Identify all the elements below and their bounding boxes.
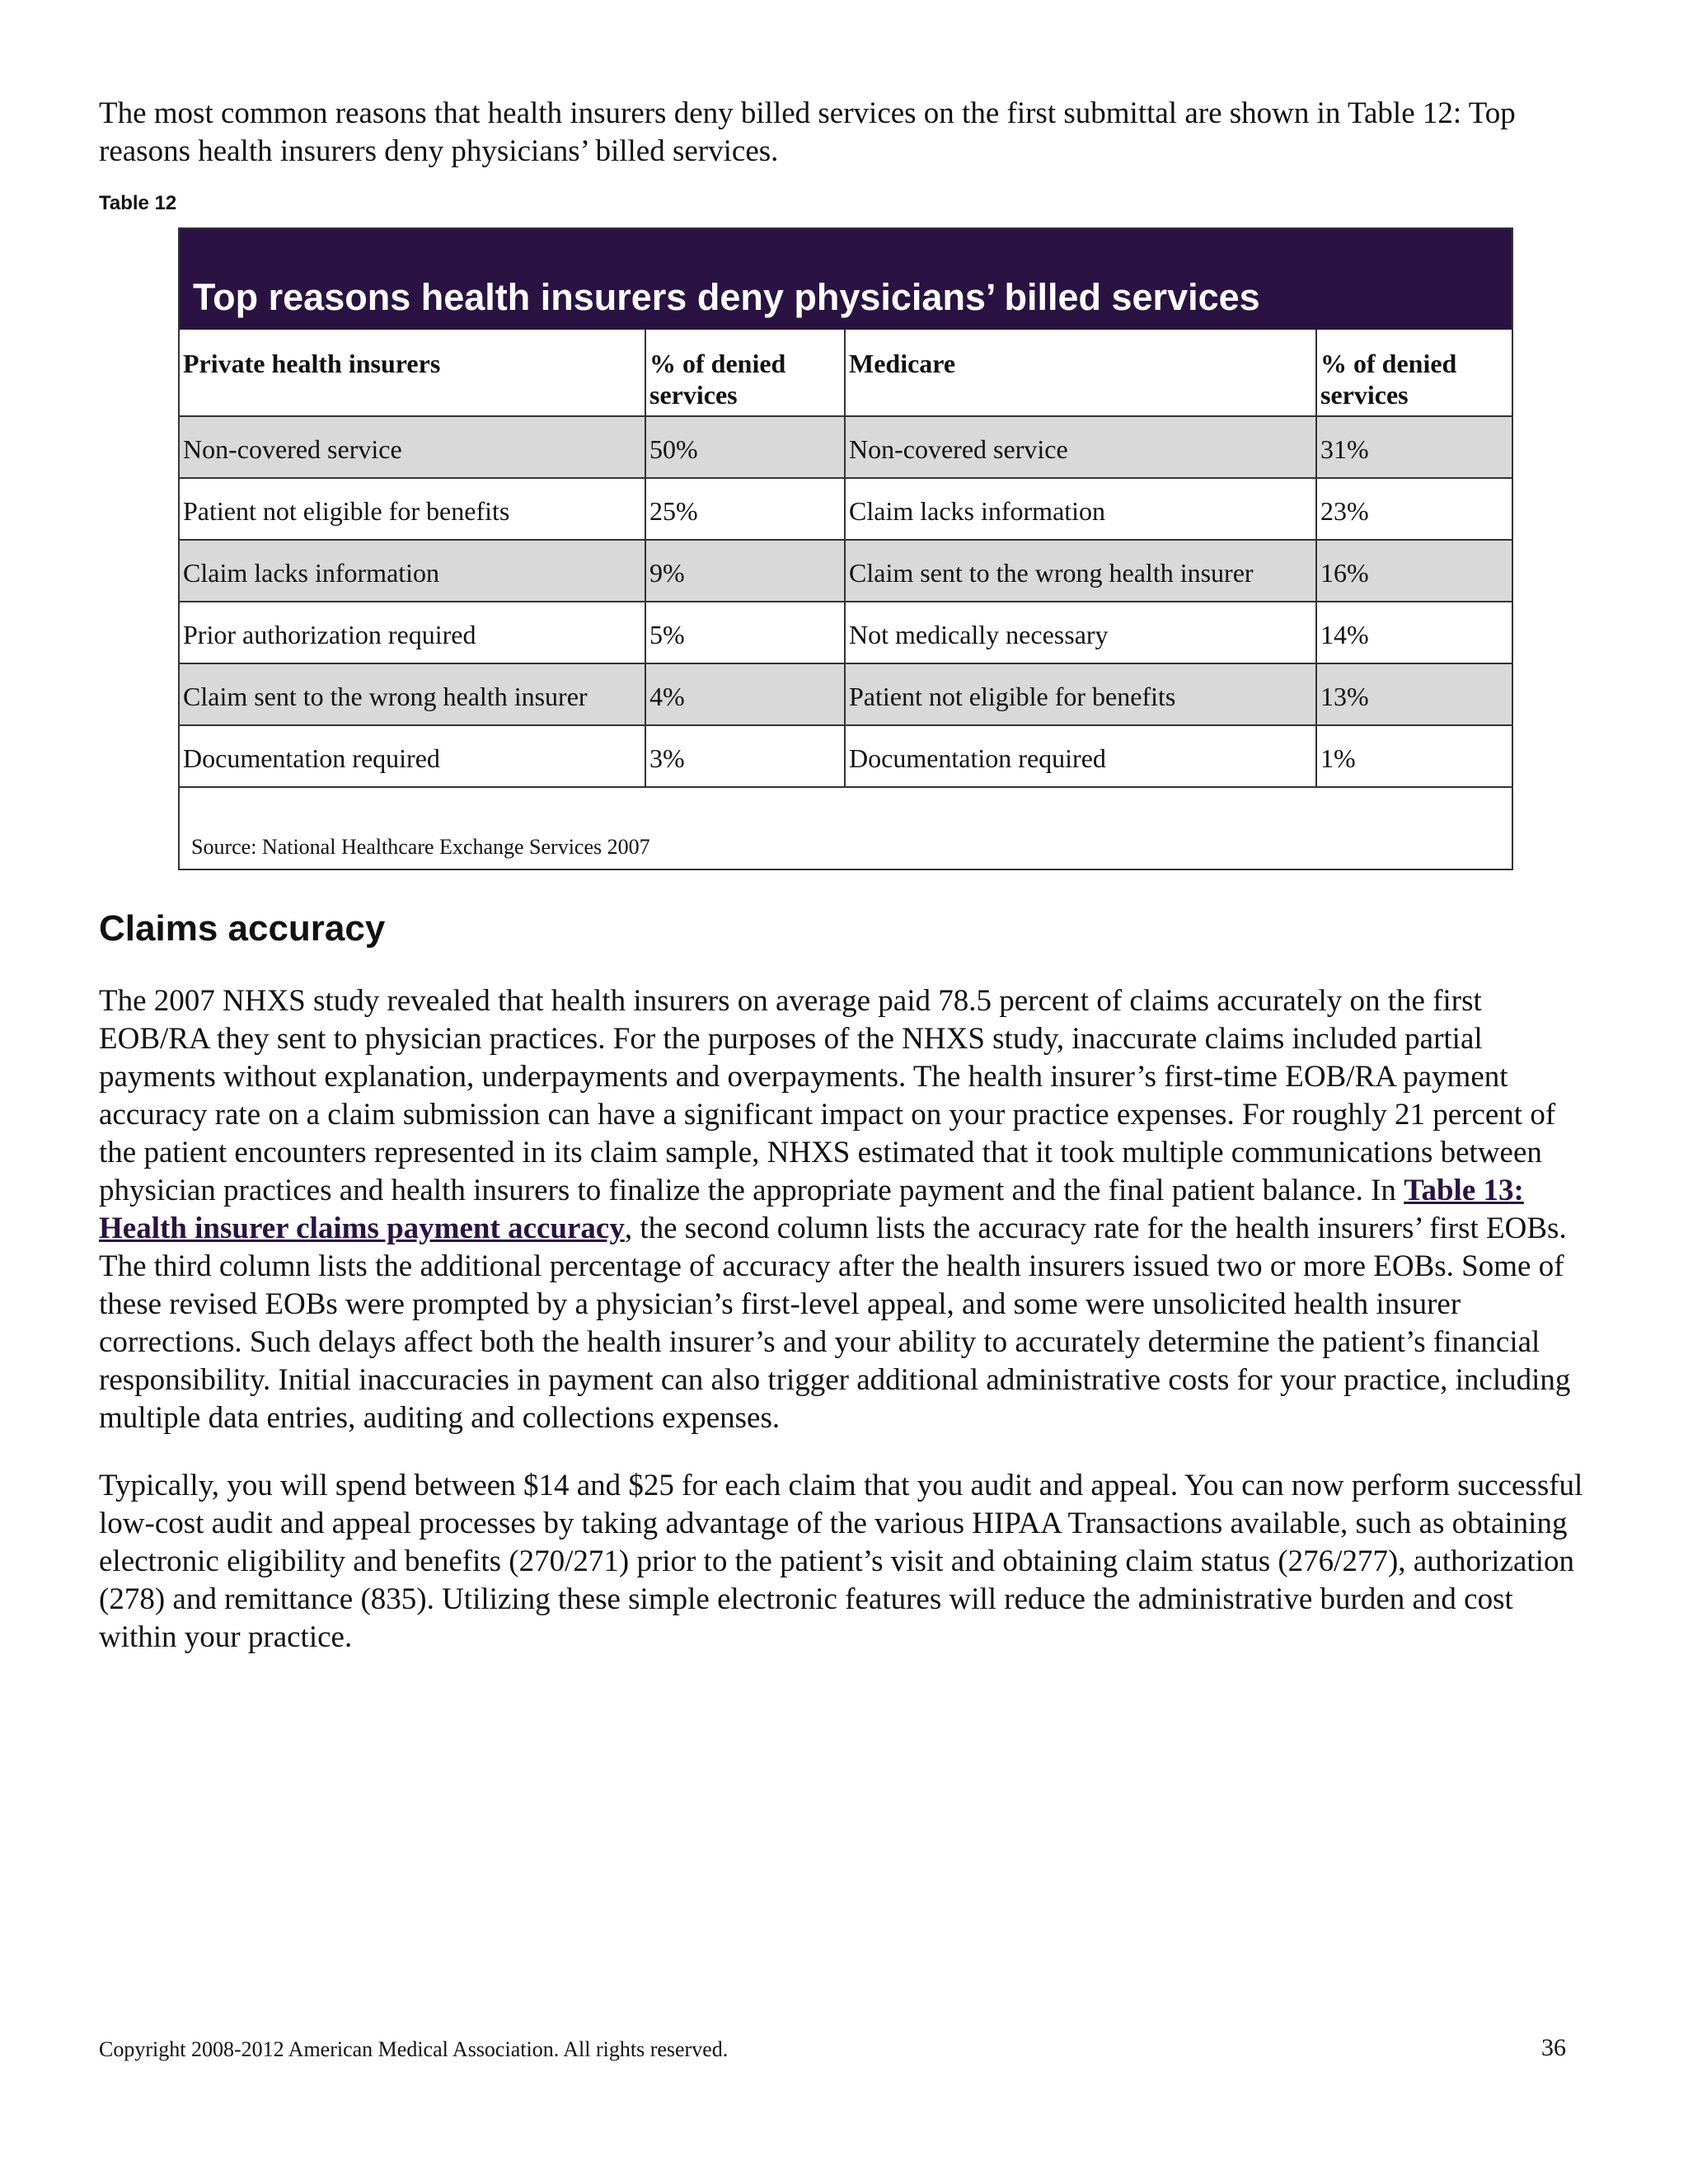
denial-reasons-table — [180, 330, 1512, 788]
private-percent: 9% — [645, 540, 845, 602]
header-medicare-percent: % of denied services — [1316, 330, 1512, 416]
medicare-reason: Non-covered service — [845, 416, 1316, 478]
table-row — [180, 663, 1512, 725]
private-reason: Claim sent to the wrong health insurer — [180, 663, 645, 725]
medicare-reason: Not medically necessary — [845, 602, 1316, 663]
table-row — [180, 602, 1512, 663]
header-private-insurers: Private health insurers — [180, 330, 645, 416]
medicare-reason: Claim lacks information — [845, 478, 1316, 540]
medicare-percent: 1% — [1316, 725, 1512, 787]
medicare-reason: Documentation required — [845, 725, 1316, 787]
private-reason: Prior authorization required — [180, 602, 645, 663]
table-banner-title: Top reasons health insurers deny physicians’ billed services — [180, 229, 1512, 330]
header-medicare: Medicare — [845, 330, 1316, 416]
copyright-notice: Copyright 2008-2012 American Medical Association. All rights reserved. — [99, 2037, 729, 2061]
medicare-percent: 13% — [1316, 663, 1512, 725]
private-percent: 25% — [645, 478, 845, 540]
page-footer — [99, 2036, 1566, 2064]
audit-appeal-paragraph: Typically, you will spend between $14 and $25 for each claim that you audit and appeal. You can now perform successful low-cost audit and appeal processes by taking advantage of the various HIPAA Transactions available, such as obtaining electronic eligibility and benefits (270/271) prior to the patient’s visit and obtaining claim status (276/277), authorization (278) and remittance (835). Utilizing these simple electronic features will reduce the administrative burden and cost within your practice. — [99, 1469, 1583, 1654]
table-13-link[interactable]: Table 13: Health insurer claims payment accuracy — [99, 1174, 1524, 1245]
medicare-reason: Patient not eligible for benefits — [845, 663, 1316, 725]
medicare-percent: 31% — [1316, 416, 1512, 478]
claims-accuracy-paragraph — [99, 982, 1591, 1437]
table-row — [180, 540, 1512, 602]
table-row — [180, 478, 1512, 540]
paragraph-text-start: The 2007 NHXS study revealed that health insurers on average paid 78.5 percent of claims accurately on the first EOB/RA they sent to physician practices. For the purposes of the NHXS study, inaccurate claims included partial payments without explanation, underpayments and overpayments. The health insurer’s first-time EOB/RA payment accuracy rate on a claim submission can have a significant impact on your practice expenses. For roughly 21 percent of the patient encounters represented in its claim sample, NHXS estimated that it took multiple communications between physician practices and health insurers to finalize the appropriate payment and the final patient balance. In — [99, 984, 1556, 1207]
table-row — [180, 725, 1512, 787]
private-percent: 50% — [645, 416, 845, 478]
table-source-note: Source: National Healthcare Exchange Services 2007 — [191, 835, 650, 859]
paragraph-text-end: , the second column lists the accuracy rate for the health insurers’ first EOBs. The third column lists the additional percentage of accuracy after the health insurers issued two or more EOBs. Some of these revised EOBs were prompted by a physician’s first-level appeal, and some were unsolicited health insurer corrections. Such delays affect both the health insurer’s and your ability to accurately determine the patient’s financial responsibility. Initial inaccuracies in payment can also trigger additional administrative costs for your practice, including multiple data entries, auditing and collections expenses. — [99, 1212, 1571, 1435]
table-header-row — [180, 330, 1512, 416]
private-percent: 5% — [645, 602, 845, 663]
header-private-percent: % of denied services — [645, 330, 845, 416]
private-reason: Claim lacks information — [180, 540, 645, 602]
table-caption: Table 12 — [99, 192, 177, 214]
private-reason: Documentation required — [180, 725, 645, 787]
medicare-percent: 23% — [1316, 478, 1512, 540]
document-page — [99, 95, 1591, 1657]
medicare-percent: 16% — [1316, 540, 1512, 602]
table-12 — [178, 227, 1513, 870]
section-title: Claims accuracy — [99, 908, 386, 949]
private-percent: 3% — [645, 725, 845, 787]
page-number: 36 — [1541, 2034, 1566, 2061]
intro-paragraph: The most common reasons that health insurers deny billed services on the first submittal are shown in Table 12: Top reasons health insurers deny physicians’ billed services. — [99, 96, 1516, 168]
table-row — [180, 416, 1512, 478]
medicare-reason: Claim sent to the wrong health insurer — [845, 540, 1316, 602]
medicare-percent: 14% — [1316, 602, 1512, 663]
private-percent: 4% — [645, 663, 845, 725]
private-reason: Patient not eligible for benefits — [180, 478, 645, 540]
private-reason: Non-covered service — [180, 416, 645, 478]
